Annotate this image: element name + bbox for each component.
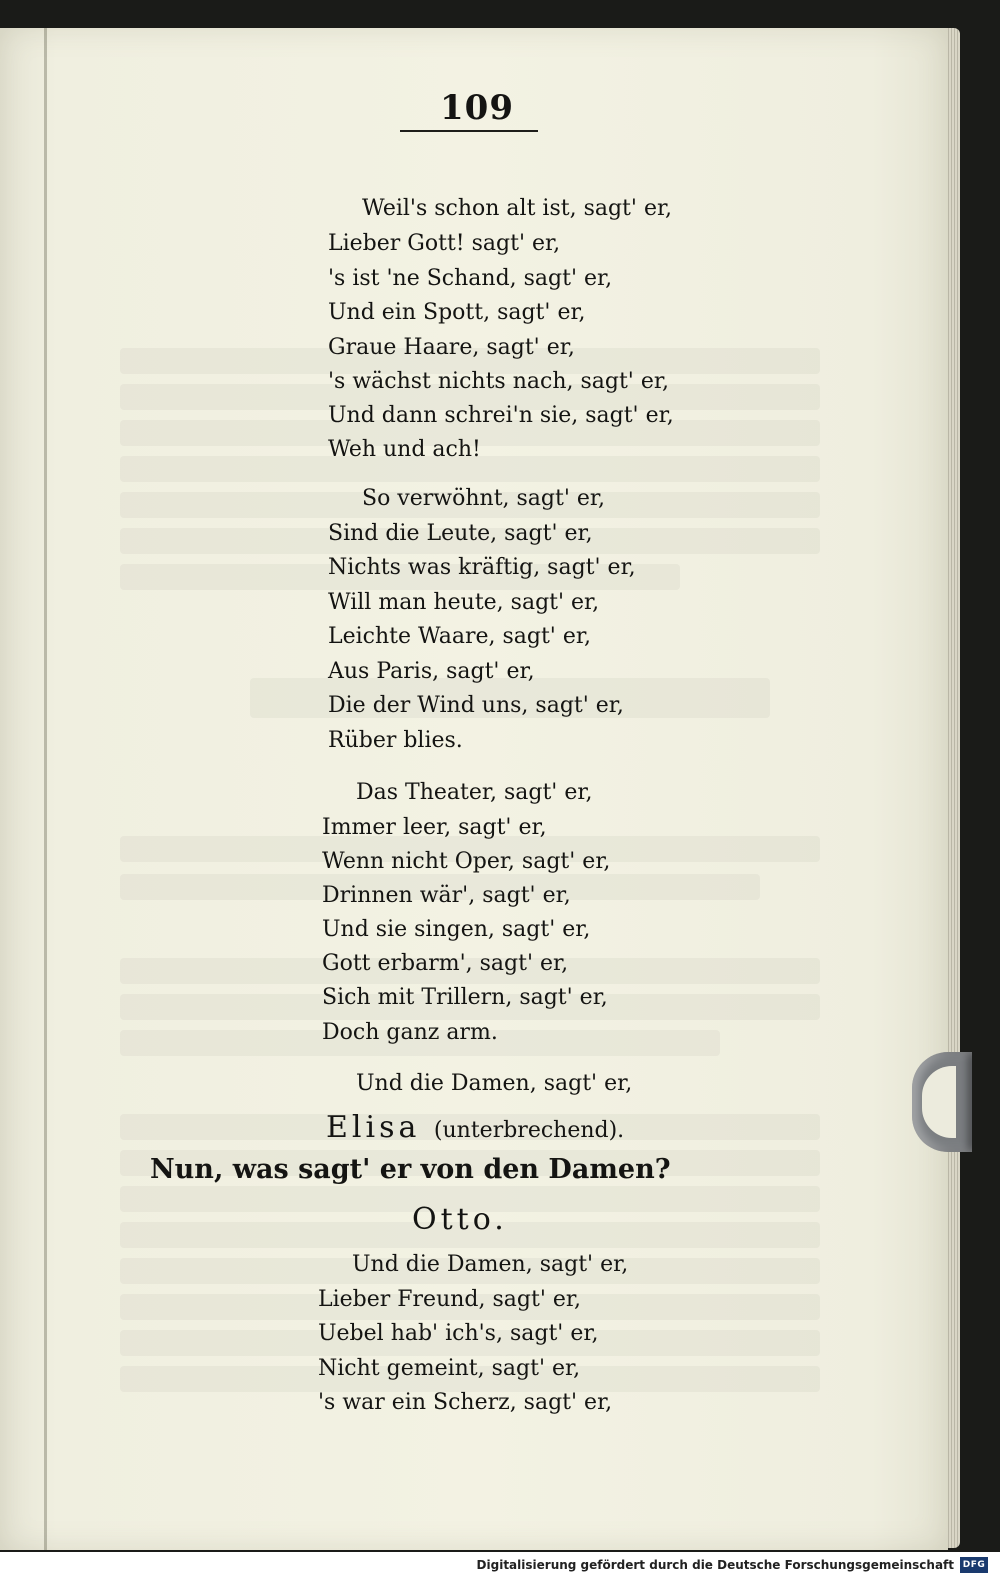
page-clip-tab xyxy=(912,1052,972,1152)
verse-line: Immer leer, sagt' er, xyxy=(322,815,547,840)
verse-line: Uebel hab' ich's, sagt' er, xyxy=(318,1321,599,1346)
verse-line: Und sie singen, sagt' er, xyxy=(322,917,591,942)
verse-line: 's war ein Scherz, sagt' er, xyxy=(318,1390,613,1415)
verse-line: Doch ganz arm. xyxy=(322,1020,498,1045)
verse-line: Nicht gemeint, sagt' er, xyxy=(318,1356,581,1381)
dialogue-line: Nun, was sagt' er von den Damen? xyxy=(150,1154,671,1185)
page-gutter xyxy=(44,28,47,1550)
speaker-heading-otto xyxy=(412,1202,508,1237)
speaker-heading-elisa xyxy=(326,1110,624,1145)
verse-line: Will man heute, sagt' er, xyxy=(328,590,600,615)
verse-line: Und ein Spott, sagt' er, xyxy=(328,300,586,325)
verse-line: Nichts was kräftig, sagt' er, xyxy=(328,555,636,580)
verse-line: Lieber Freund, sagt' er, xyxy=(318,1287,581,1312)
verse-line: Gott erbarm', sagt' er, xyxy=(322,951,569,976)
header-rule xyxy=(400,130,538,132)
verse-line: So verwöhnt, sagt' er, xyxy=(362,486,605,511)
verse-line: 's wächst nichts nach, sagt' er, xyxy=(328,369,669,394)
page-number: 109 xyxy=(440,88,514,128)
verse-line: Aus Paris, sagt' er, xyxy=(328,659,535,684)
verse-line: Das Theater, sagt' er, xyxy=(356,780,593,805)
funding-credit: Digitalisierung gefördert durch die Deutsche Forschungsgemeinschaft xyxy=(476,1558,954,1572)
dfg-logo: DFG xyxy=(960,1557,988,1573)
verse-line: Drinnen wär', sagt' er, xyxy=(322,883,571,908)
verse-line: Und dann schrei'n sie, sagt' er, xyxy=(328,403,674,428)
verse-line: Und die Damen, sagt' er, xyxy=(356,1071,633,1096)
verse-line: Graue Haare, sagt' er, xyxy=(328,335,575,360)
verse-line: Und die Damen, sagt' er, xyxy=(352,1252,629,1277)
verse-line: Die der Wind uns, sagt' er, xyxy=(328,693,624,718)
speaker-name: Otto. xyxy=(412,1202,508,1237)
verse-line: 's ist 'ne Schand, sagt' er, xyxy=(328,266,613,291)
verse-line: Lieber Gott! sagt' er, xyxy=(328,231,561,256)
verse-line: Weh und ach! xyxy=(328,437,481,462)
speaker-name: Elisa xyxy=(326,1110,421,1145)
verse-line: Sind die Leute, sagt' er, xyxy=(328,521,593,546)
stage-direction: (unterbrechend). xyxy=(433,1118,625,1143)
verse-line: Sich mit Trillern, sagt' er, xyxy=(322,985,608,1010)
verse-line: Leichte Waare, sagt' er, xyxy=(328,624,591,649)
verse-line: Weil's schon alt ist, sagt' er, xyxy=(362,196,673,221)
verse-line: Rüber blies. xyxy=(328,728,463,753)
verse-line: Wenn nicht Oper, sagt' er, xyxy=(322,849,611,874)
